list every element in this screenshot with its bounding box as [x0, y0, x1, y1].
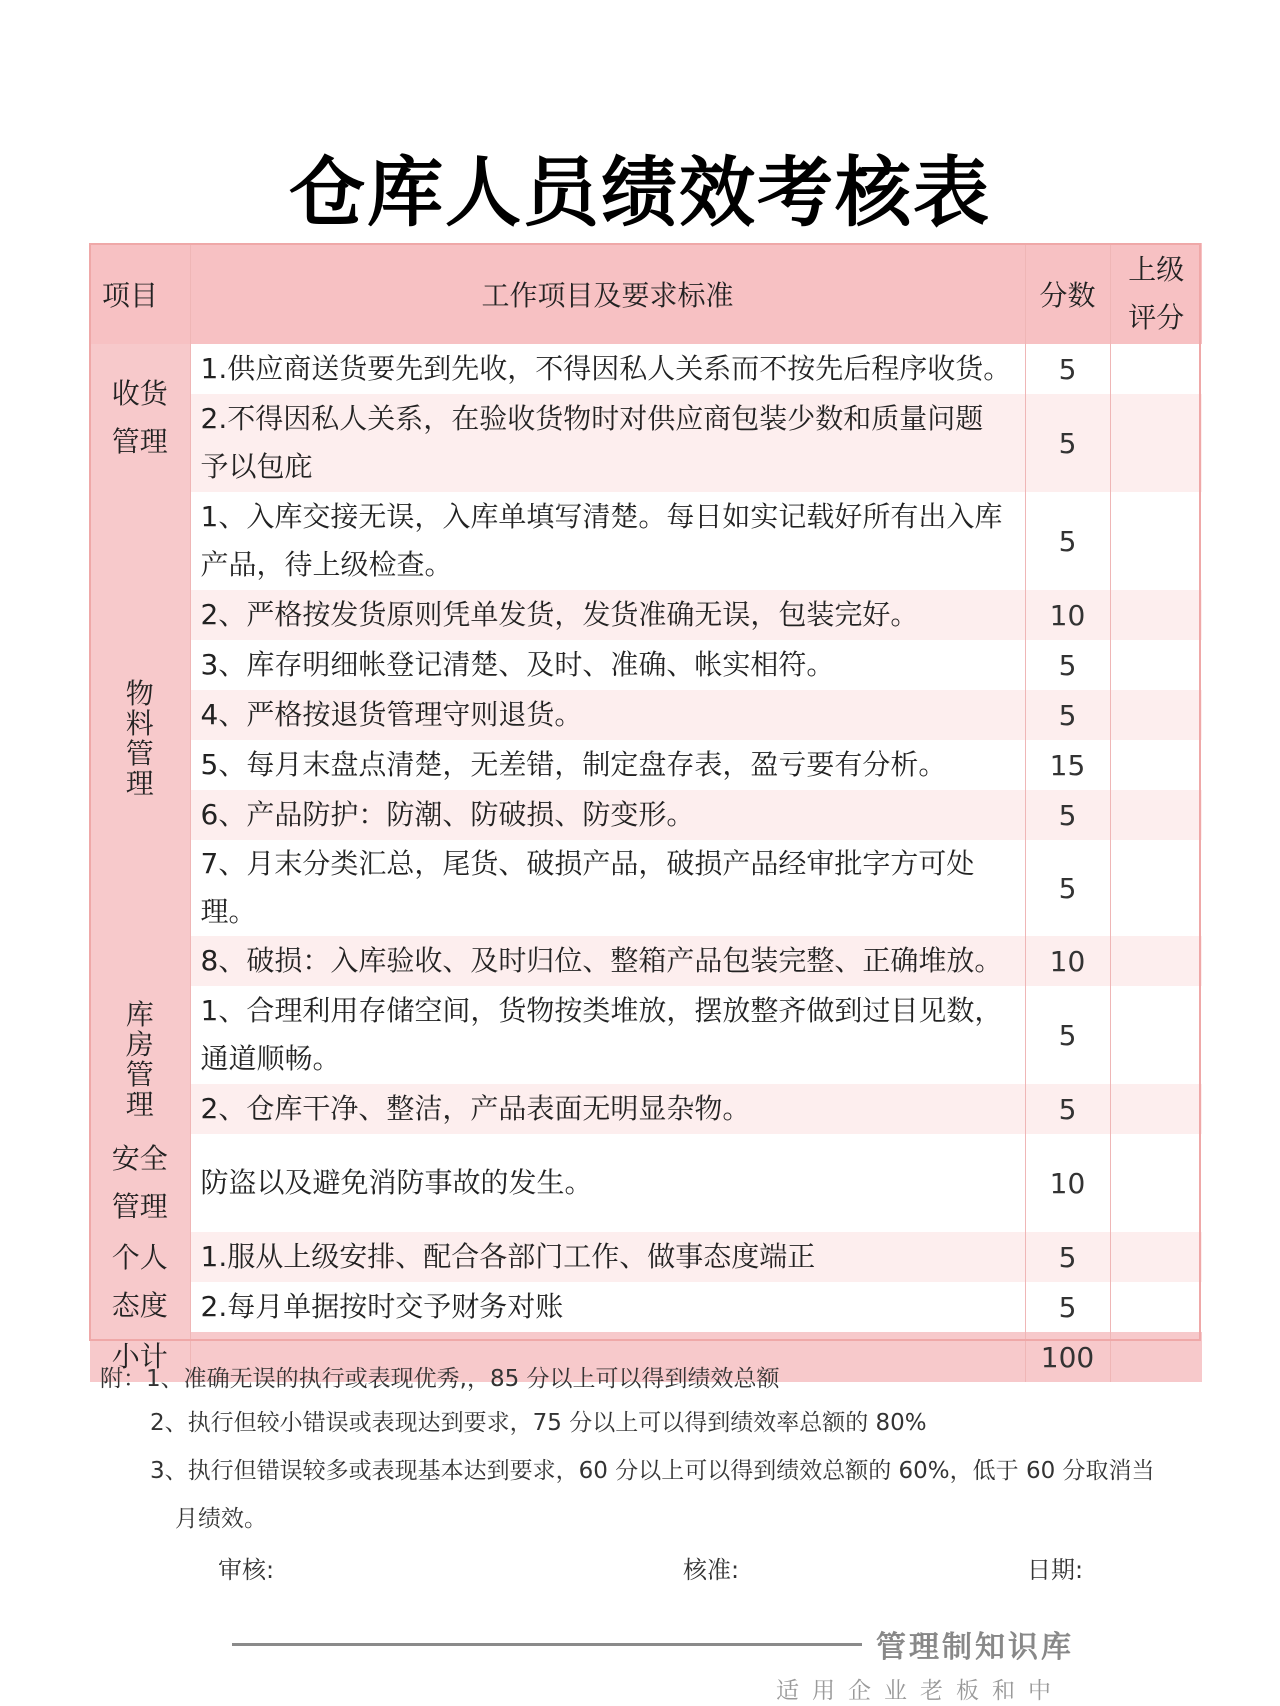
category-char: 管	[125, 737, 154, 770]
category-materials	[90, 492, 190, 986]
table-row	[90, 1084, 1202, 1134]
table-header-row	[90, 243, 1202, 344]
table-row	[90, 740, 1202, 790]
requirement-text: 2、仓库干净、整洁，产品表面无明显杂物。	[190, 1084, 1025, 1134]
superior-rating-cell[interactable]	[1110, 394, 1202, 492]
category-line1: 收货	[111, 377, 168, 410]
table-row	[90, 492, 1202, 590]
score-cell: 5	[1025, 1232, 1110, 1282]
category-line1: 个人	[111, 1241, 168, 1274]
header-superior-line1: 上级	[1128, 252, 1185, 286]
category-line2: 管理	[111, 1190, 168, 1223]
requirement-text: 7、月末分类汇总，尾货、破损产品，破损产品经审批字方可处理。	[190, 840, 1025, 936]
subtotal-superior-cell[interactable]	[1110, 1332, 1202, 1382]
requirement-line1: 1、入库交接无误，入库单填写清楚。每日如实记载好所有出入库	[200, 500, 1003, 533]
category-char: 理	[125, 1088, 154, 1121]
note-1-text: 1、准确无误的执行或表现优秀,，85 分以上可以得到绩效总额	[146, 1366, 780, 1392]
page-title: 仓库人员绩效考核表	[289, 148, 991, 237]
table-row	[90, 1134, 1202, 1232]
superior-rating-cell[interactable]	[1110, 590, 1202, 640]
superior-rating-cell[interactable]	[1110, 1084, 1202, 1134]
table-row	[90, 394, 1202, 492]
score-cell: 5	[1025, 790, 1110, 840]
header-standard: 工作项目及要求标准	[190, 243, 1025, 344]
requirement-text	[190, 394, 1025, 492]
score-cell: 5	[1025, 394, 1110, 492]
category-attitude	[90, 1232, 190, 1332]
brand-divider	[232, 1643, 862, 1646]
superior-rating-cell[interactable]	[1110, 1232, 1202, 1282]
subtotal-label: 小计	[90, 1332, 190, 1382]
category-line2: 管理	[111, 425, 168, 458]
score-cell: 5	[1025, 986, 1110, 1084]
requirement-line1: 2.不得因私人关系，在验收货物时对供应商包装少数和质量问题	[200, 402, 984, 435]
requirement-text: 3、库存明细帐登记清楚、及时、准确、帐实相符。	[190, 640, 1025, 690]
requirement-text: 5、每月末盘点清楚，无差错，制定盘存表，盈亏要有分析。	[190, 740, 1025, 790]
table-row	[90, 1232, 1202, 1282]
note-3-line2: 月绩效。	[175, 1506, 267, 1532]
superior-rating-cell[interactable]	[1110, 1134, 1202, 1232]
score-cell: 5	[1025, 690, 1110, 740]
category-safety	[90, 1134, 190, 1232]
category-char: 理	[125, 767, 154, 800]
table-row	[90, 936, 1202, 986]
category-char: 管	[125, 1058, 154, 1091]
score-cell: 5	[1025, 1084, 1110, 1134]
category-char: 库	[125, 998, 154, 1031]
requirement-text: 防盗以及避免消防事故的发生。	[190, 1134, 1025, 1232]
table-row	[90, 790, 1202, 840]
category-receiving	[90, 344, 190, 492]
score-cell: 5	[1025, 1282, 1110, 1332]
requirement-line2: 产品，待上级检查。	[200, 548, 453, 581]
table-row	[90, 690, 1202, 740]
header-superior-rating	[1110, 243, 1202, 344]
requirement-text: 1.供应商送货要先到先收，不得因私人关系而不按先后程序收货。	[190, 344, 1025, 394]
header-score: 分数	[1025, 243, 1110, 344]
score-cell: 5	[1025, 492, 1110, 590]
header-item: 项目	[90, 243, 190, 344]
score-cell: 15	[1025, 740, 1110, 790]
category-warehouse	[90, 986, 190, 1134]
score-cell: 10	[1025, 590, 1110, 640]
requirement-text: 4、严格按退货管理守则退货。	[190, 690, 1025, 740]
table-row	[90, 840, 1202, 936]
requirement-line2: 通道顺畅。	[200, 1042, 341, 1075]
requirement-text	[190, 492, 1025, 590]
review-label: 审核:	[218, 1556, 275, 1584]
brand-tagline: 适用企业老板和中	[776, 1678, 1064, 1704]
superior-rating-cell[interactable]	[1110, 790, 1202, 840]
note-1	[100, 1360, 780, 1393]
table-row	[90, 590, 1202, 640]
table-row	[90, 344, 1202, 394]
superior-rating-cell[interactable]	[1110, 640, 1202, 690]
requirement-text: 1.服从上级安排、配合各部门工作、做事态度端正	[190, 1232, 1025, 1282]
score-cell: 5	[1025, 840, 1110, 936]
requirement-text: 2、严格按发货原则凭单发货，发货准确无误，包装完好。	[190, 590, 1025, 640]
requirement-text: 2.每月单据按时交予财务对账	[190, 1282, 1025, 1332]
requirement-text: 6、产品防护：防潮、防破损、防变形。	[190, 790, 1025, 840]
category-char: 料	[125, 707, 154, 740]
superior-rating-cell[interactable]	[1110, 1282, 1202, 1332]
category-char: 物	[125, 677, 154, 710]
category-char: 房	[125, 1028, 154, 1061]
superior-rating-cell[interactable]	[1110, 986, 1202, 1084]
table-row	[90, 640, 1202, 690]
requirement-text: 8、破损：入库验收、及时归位、整箱产品包装完整、正确堆放。	[190, 936, 1025, 986]
requirement-line2: 予以包庇	[200, 450, 313, 483]
requirement-text	[190, 986, 1025, 1084]
table-row	[90, 986, 1202, 1084]
header-superior-line2: 评分	[1128, 300, 1185, 334]
score-cell: 5	[1025, 640, 1110, 690]
date-label: 日期:	[1027, 1556, 1084, 1584]
superior-rating-cell[interactable]	[1110, 740, 1202, 790]
superior-rating-cell[interactable]	[1110, 344, 1202, 394]
category-line1: 安全	[111, 1142, 168, 1175]
category-line2: 态度	[111, 1289, 168, 1322]
superior-rating-cell[interactable]	[1110, 492, 1202, 590]
note-2: 2、执行但较小错误或表现达到要求，75 分以上可以得到绩效率总额的 80%	[150, 1410, 927, 1436]
note-3-line1: 3、执行但错误较多或表现基本达到要求，60 分以上可以得到绩效总额的 60%，低于 60 分取消当	[150, 1458, 1155, 1484]
approve-label: 核准:	[683, 1556, 740, 1584]
superior-rating-cell[interactable]	[1110, 936, 1202, 986]
superior-rating-cell[interactable]	[1110, 840, 1202, 936]
table-row	[90, 1282, 1202, 1332]
score-cell: 10	[1025, 936, 1110, 986]
score-cell: 5	[1025, 344, 1110, 394]
brand-name: 管理制知识库	[876, 1630, 1074, 1665]
score-cell: 10	[1025, 1134, 1110, 1232]
superior-rating-cell[interactable]	[1110, 690, 1202, 740]
assessment-table	[90, 243, 1202, 1382]
subtotal-score: 100	[1025, 1332, 1110, 1382]
requirement-line1: 1、合理利用存储空间，货物按类堆放，摆放整齐做到过目见数，	[200, 994, 1003, 1027]
note-prefix: 附：	[100, 1366, 146, 1392]
